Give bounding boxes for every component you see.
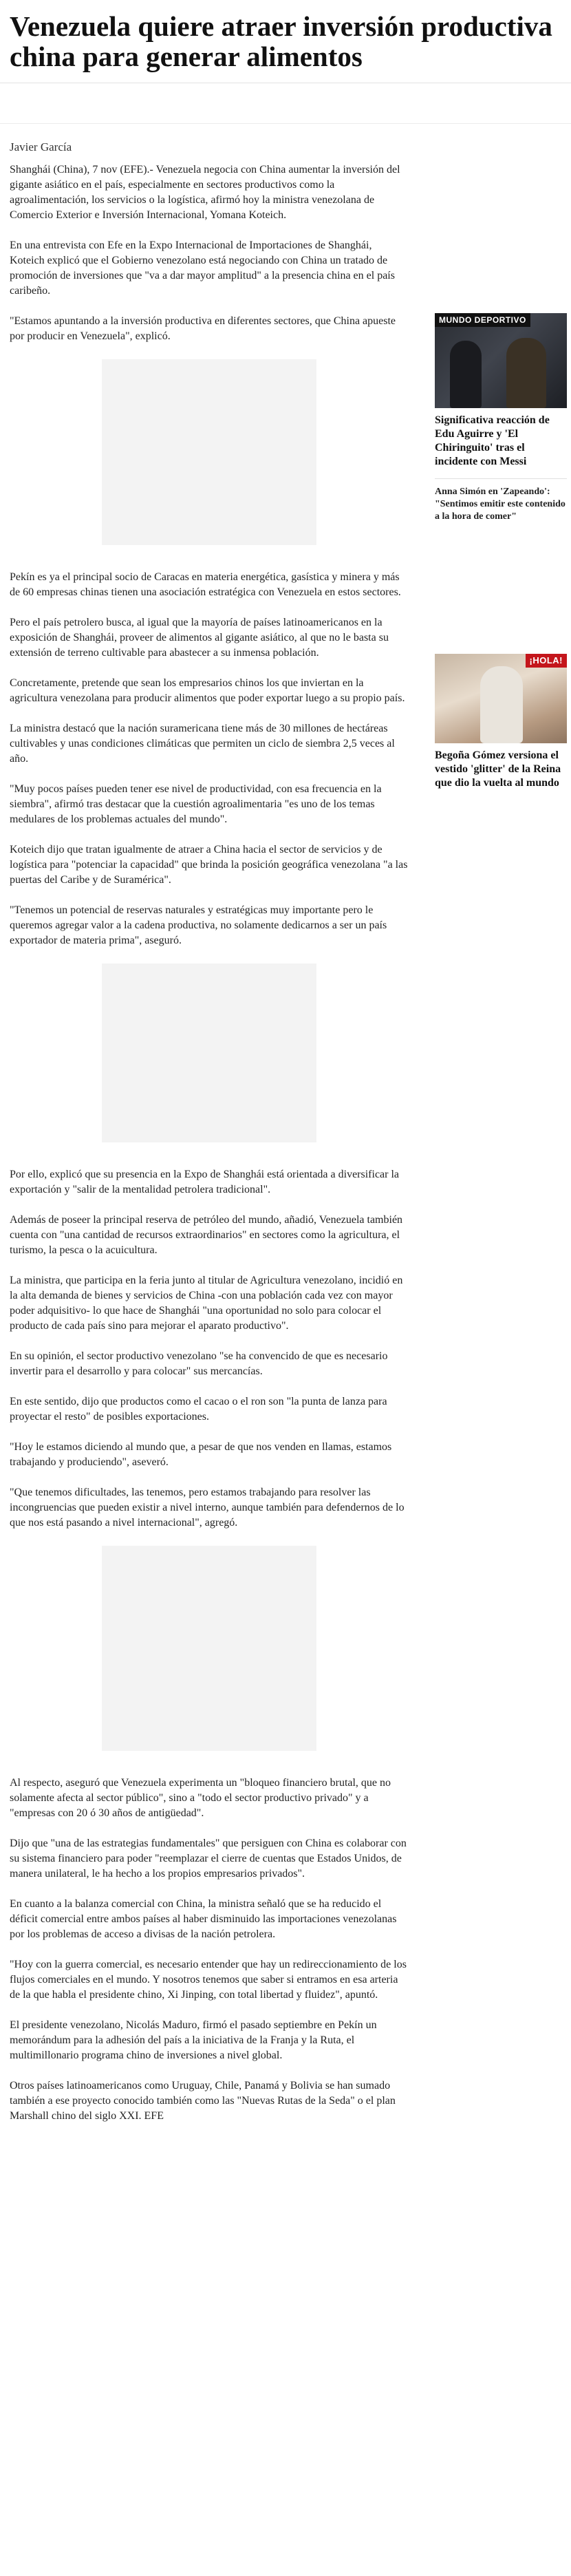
- article-paragraph: "Hoy con la guerra comercial, es necesario entender que hay un redireccionamiento de los flujos comerciales en el mundo. Y nosotros tenemos que saber si entramos en esa arteria de la que habla el presidente chino, Xi Jinping, con total libertad y fluidez", apuntó.: [10, 1959, 407, 2001]
- news-headline-link[interactable]: Significativa reacción de Edu Aguirre y 'El Chiringuito' tras el incidente con Messi: [435, 414, 550, 467]
- paragraph-group-b: [10, 570, 409, 948]
- article-paragraph: "Tenemos un potencial de reservas naturales y estratégicas muy importante pero le queremos agregar valor a la cadena productiva, no solamente dedicarnos a ser un país exportador de materia prima", aseguró.: [10, 904, 387, 946]
- article-paragraph: "Estamos apuntando a la inversión productiva en diferentes sectores, que China apueste por producir en Venezuela", explicó.: [10, 315, 396, 342]
- person-silhouette-icon: [450, 341, 482, 408]
- article-paragraph: "Que tenemos dificultades, las tenemos, pero estamos trabajando para resolver las incongruencias que pueden existir a nivel interno, aunque también para defendernos de lo que nos está pasando a nivel internacional", agregó.: [10, 1487, 405, 1529]
- article-paragraph: Otros países latinoamericanos como Uruguay, Chile, Panamá y Bolivia se han sumado también a ese proyecto conocido también como las "Nuevas Rutas de la Seda" o el plan Marshall chino del siglo XXI. EFE: [10, 2080, 396, 2122]
- article-paragraph: "Muy pocos países pueden tener ese nivel de productividad, con esa frecuencia en la siembra", afirmó tras destacar que la cuestión agroalimentaria "es uno de los temas medulares de los problemas actuales del mundo".: [10, 783, 382, 825]
- article-paragraph: Por ello, explicó que su presencia en la Expo de Shanghái está orientada a diversificar la exportación y "salir de la mentalidad petrolera tradicional".: [10, 1169, 400, 1195]
- article-paragraph: Dijo que "una de las estrategias fundamentales" que persiguen con China es colaborar con su sistema financiero para poder "reemplazar el cierre de cuentas que Estados Unidos, de manera unilateral, le ha hecho a los propios empresarios privados".: [10, 1838, 407, 1880]
- article-paragraph: La ministra, que participa en la feria junto al titular de Agricultura venezolano, incidió en la alta demanda de bienes y servicios de China -con una población cada vez con mayor poder adquisitivo- lo que hace de Shanghái "una oportunidad no solo para colocar el producto de cada país sino para mejorar el aparato productivo".: [10, 1275, 403, 1332]
- article-paragraph: Al respecto, aseguró que Venezuela experimenta un "bloqueo financiero brutal, que no solamente afecta al sector público", sino a "todo el sector productivo privado" y a "empresas con 20 ó 30 años de antigüedad".: [10, 1777, 391, 1819]
- article-paragraph: En este sentido, dijo que productos como el cacao o el ron son "la punta de lanza para proyectar el resto" de posibles exportaciones.: [10, 1396, 387, 1423]
- paragraph-group-a: [10, 162, 409, 344]
- article-headline: Venezuela quiere atraer inversión productiva china para generar alimentos: [10, 10, 552, 72]
- article-paragraph: Concretamente, pretende que sean los empresarios chinos los que inviertan en la agricultura venezolana para producir alimentos que poder exportar luego a su propio país.: [10, 677, 405, 704]
- article-paragraph: En su opinión, el sector productivo venezolano "se ha convencido de que es necesario invertir para el desarrollo y para colocar" sus mercancías.: [10, 1350, 388, 1377]
- sidebar-news-card-mundo-deportivo[interactable]: [435, 313, 567, 523]
- paragraph-group-d: [10, 1776, 409, 2124]
- article-paragraph: El presidente venezolano, Nicolás Maduro, firmó el pasado septiembre en Pekín un memorándum para la adhesión del país a la iniciativa de la Franja y la Ruta, el multimillonario programa chino de inversiones a nivel global.: [10, 2019, 377, 2061]
- article-paragraph: En cuanto a la balanza comercial con China, la ministra señaló que se ha reducido el déficit comercial entre ambos países al haber disminuido las importaciones venezolanas por los problemas de acceso a divisas de la nación petrolera.: [10, 1898, 397, 1940]
- ad-placeholder[interactable]: [102, 964, 316, 1142]
- article-body: [10, 162, 409, 2139]
- news-headline-link[interactable]: Begoña Gómez versiona el vestido 'glitter' de la Reina que dio la vuelta al mundo: [435, 749, 561, 789]
- ad-placeholder[interactable]: [102, 1546, 316, 1751]
- article-paragraph: Pero el país petrolero busca, al igual que la mayoría de países latinoamericanos en la exposición de Shanghái, proveer de alimentos al gigante asiático, al que no le basta su extensión de terreno cultivable para abastecer a su inmensa población.: [10, 617, 389, 659]
- article-paragraph: Shanghái (China), 7 nov (EFE).- Venezuela negocia con China aumentar la inversión del gigante asiático en el país, especialmente en sectores productivos como la agroalimentación, los servicios o la logística, afirmó hoy la ministra venezolana de Comercio Exterior e Inversión Internacional, Yomana Koteich.: [10, 164, 400, 221]
- news-thumbnail[interactable]: [435, 654, 567, 743]
- person-silhouette-icon: [506, 338, 546, 408]
- article-paragraph: Koteich dijo que tratan igualmente de atraer a China hacia el sector de servicios y de logística para "potenciar la capacidad" que brinda la posición geográfica venezolana "a las puertas del Caribe y de Suramérica".: [10, 844, 408, 886]
- article-paragraph: En una entrevista con Efe en la Expo Internacional de Importaciones de Shanghái, Koteich explicó que el Gobierno venezolano está negociando con China un tratado de promoción de inversiones que "va a dar mayor amplitud" a la presencia china en el país caribeño.: [10, 239, 395, 297]
- byline-divider: [0, 123, 571, 124]
- article-byline[interactable]: Javier García: [10, 140, 72, 153]
- paragraph-group-c: [10, 1167, 409, 1531]
- article-paragraph: Pekín es ya el principal socio de Caracas en materia energética, gasística y minera y más de 60 empresas chinas tienen una asociación estratégica con Venezuela en estos sectores.: [10, 571, 401, 598]
- person-silhouette-icon: [480, 666, 523, 743]
- ad-placeholder[interactable]: [102, 359, 316, 545]
- news-thumbnail[interactable]: [435, 313, 567, 408]
- news-subheadline-link[interactable]: Anna Simón en 'Zapeando': "Sentimos emitir este contenido a la hora de comer": [435, 487, 565, 522]
- article-paragraph: Además de poseer la principal reserva de petróleo del mundo, añadió, Venezuela también cuenta con "una cantidad de recursos extraordinarios" en sectores como la agricultura, el turismo, la pesca o la acuicultura.: [10, 1214, 403, 1256]
- article-paragraph: "Hoy le estamos diciendo al mundo que, a pesar de que nos venden en llamas, estamos trabajando y produciendo", aseveró.: [10, 1441, 392, 1468]
- sidebar-news-card-hola[interactable]: [435, 654, 567, 790]
- mundo-deportivo-logo: MUNDO DEPORTIVO: [435, 313, 530, 327]
- article-paragraph: La ministra destacó que la nación suramericana tiene más de 30 millones de hectáreas cultivables y unas condiciones climáticas que permiten un ciclo de siembra 2,5 veces al año.: [10, 723, 395, 765]
- card-divider: [435, 478, 567, 479]
- hola-logo: ¡HOLA!: [526, 654, 568, 668]
